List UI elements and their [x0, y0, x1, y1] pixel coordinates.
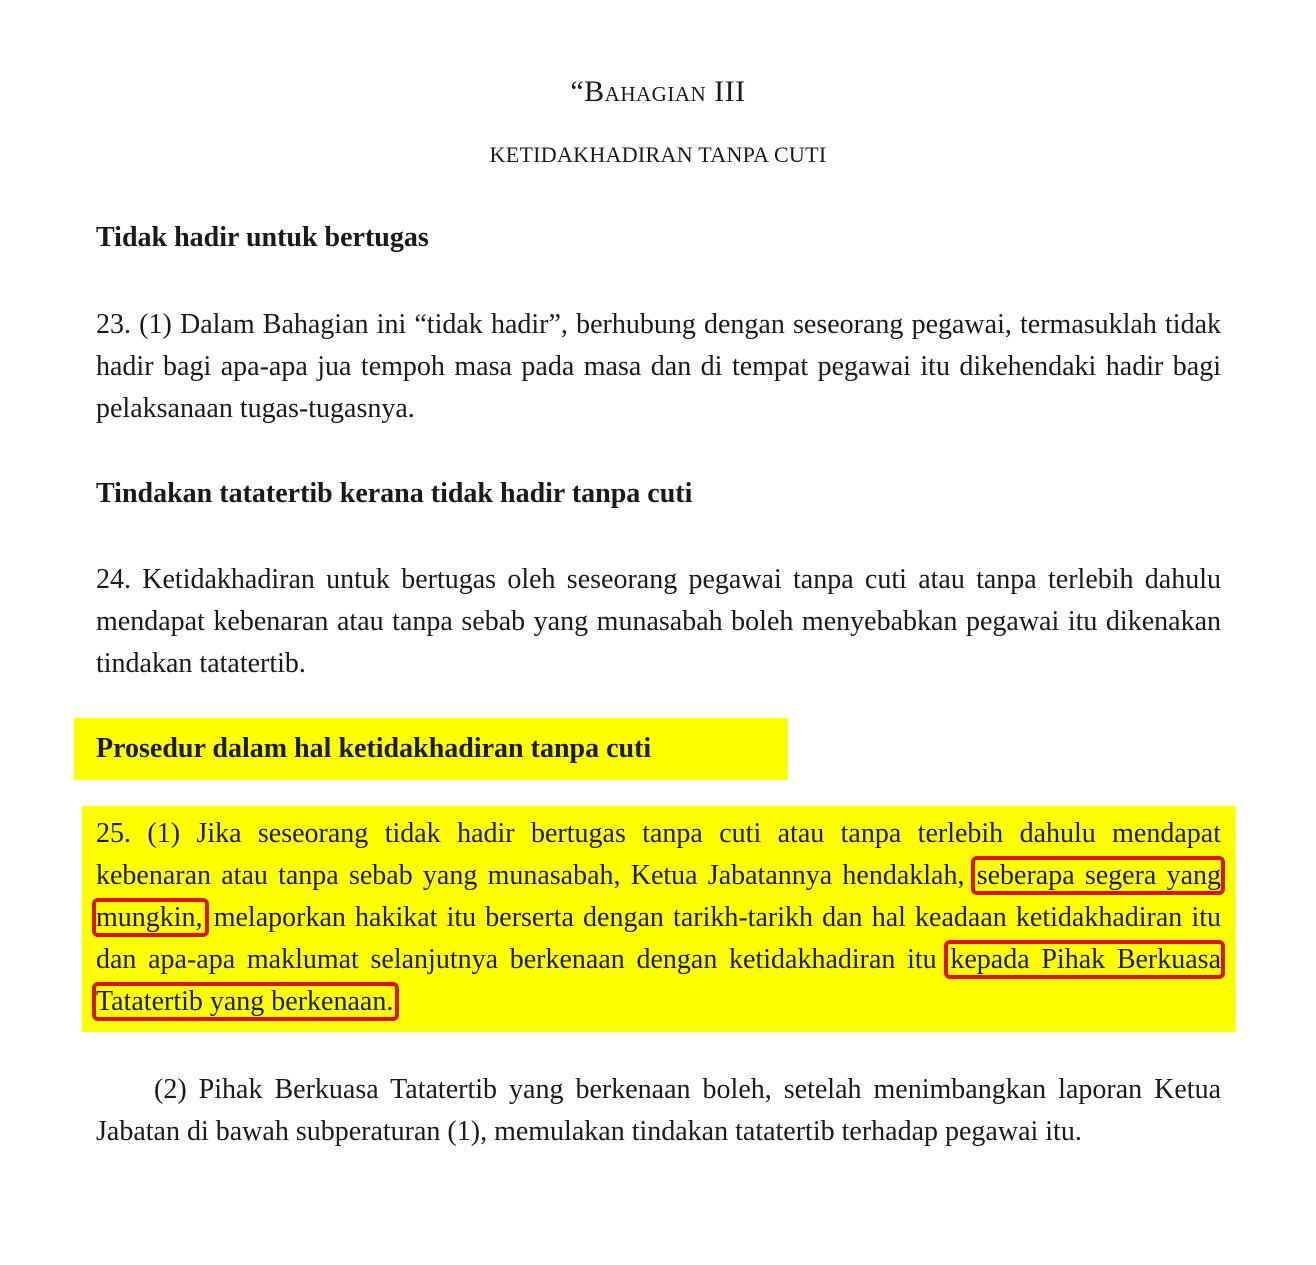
section-25-text-part-2: melaporkan hakikat itu berserta dengan tarikh-tarikh dan hal keadaan ketidakhadiran itu dan apa-apa maklumat selanjutnya berkenaan dengan ketidakhadiran itu: [96, 902, 1221, 975]
section-24-heading: Tindakan tatatertib kerana tidak hadir tanpa cuti: [96, 478, 693, 509]
part-subtitle: KETIDAKHADIRAN TANPA CUTI: [489, 142, 827, 167]
section-24-paragraph: 24. Ketidakhadiran untuk bertugas oleh seseorang pegawai tanpa cuti atau tanpa terlebih dahulu mendapat kebenaran atau tanpa sebab yang munasabah boleh menyebabkan pegawai itu dikenakan tindakan tatatertib.: [96, 564, 1221, 679]
section-25-paragraph-1: [96, 813, 1221, 1023]
boxed-phrase-seberapa-segera: seberapa segera yang mungkin,: [96, 860, 1221, 933]
section-25-text-part-1: 25. (1) Jika seseorang tidak hadir bertugas tanpa cuti atau tanpa terlebih dahulu mendapat kebenaran atau tanpa sebab yang munasabah, Ketua Jabatannya hendaklah,: [96, 818, 1221, 891]
boxed-phrase-pihak-berkuasa: kepada Pihak Berkuasa Tatatertib yang berkenaan.: [96, 944, 1221, 1017]
section-25-paragraph-2: [96, 1069, 1221, 1153]
section-23-paragraph: 23. (1) Dalam Bahagian ini “tidak hadir”, berhubung dengan seseorang pegawai, termasuklah tidak hadir bagi apa-apa jua tempoh masa pada masa dan di tempat pegawai itu dikehendaki hadir bagi pelaksanaan tugas-tugasnya.: [96, 309, 1221, 424]
section-25-subparagraph-2-text: (2) Pihak Berkuasa Tatatertib yang berkenaan boleh, setelah menimbangkan laporan Ketua Jabatan di bawah subperaturan (1), memulakan tindakan tatatertib terhadap pegawai itu.: [96, 1074, 1221, 1147]
section-25-heading: Prosedur dalam hal ketidakhadiran tanpa cuti: [96, 733, 652, 764]
part-title: “Bahagian III: [570, 75, 746, 108]
section-23-heading: Tidak hadir untuk bertugas: [96, 222, 429, 253]
